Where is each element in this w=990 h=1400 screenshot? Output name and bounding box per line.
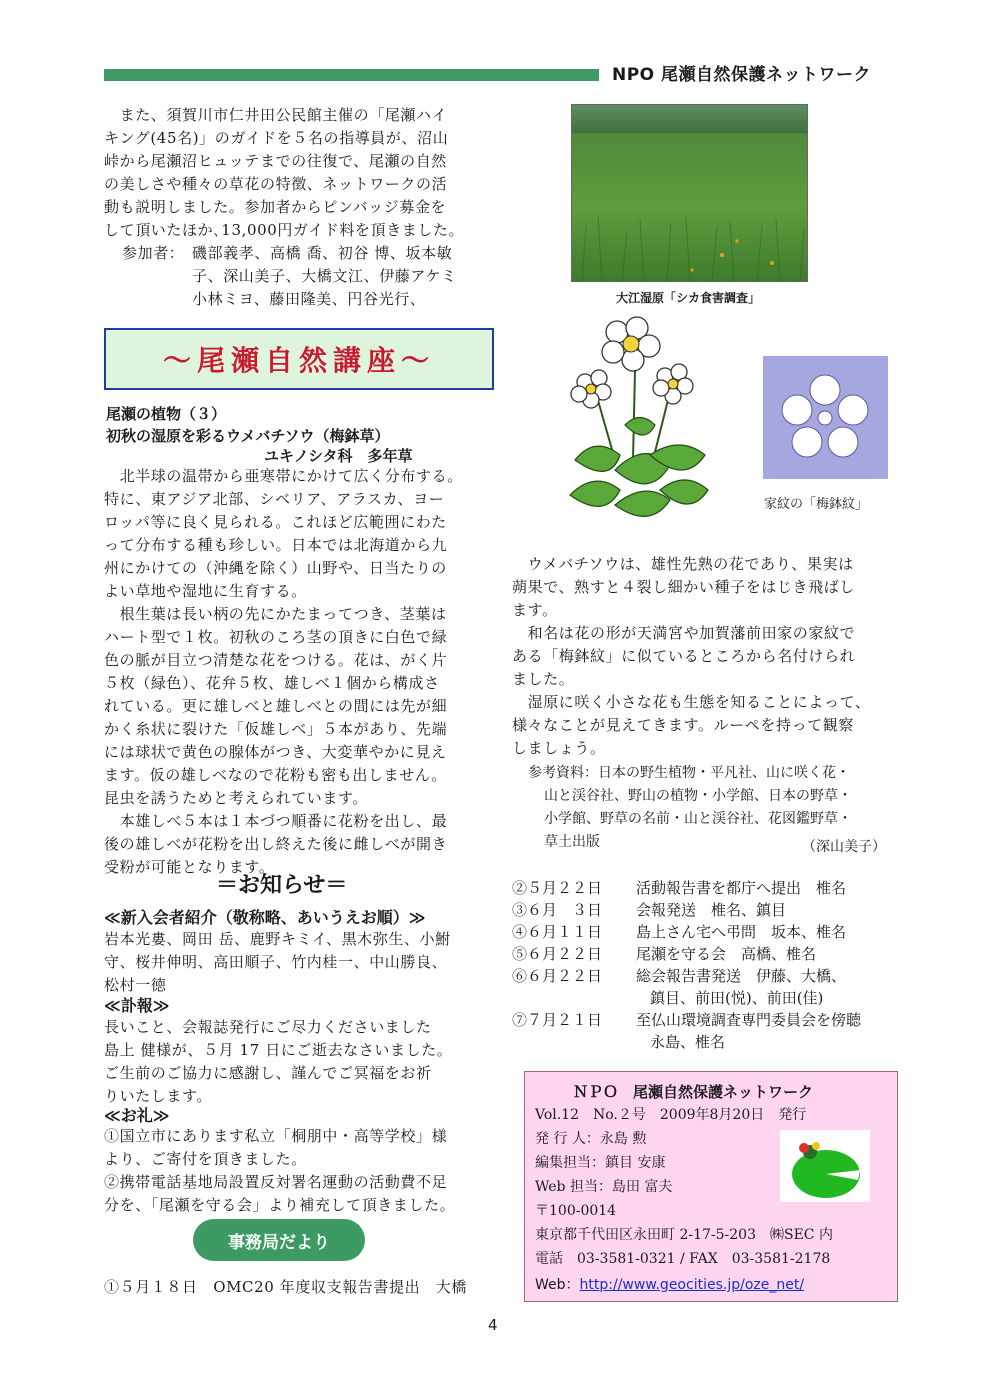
schedule-text: 鎮目、前田(悦)、前田(佳): [650, 989, 824, 1007]
issue-line: Vol.12 No.２号 2009年8月20日 発行: [535, 1107, 807, 1123]
schedule-row: [512, 899, 861, 921]
new-members-heading: ≪新入会者紹介（敬称略、あいうえお順）≫: [104, 908, 426, 927]
participants-label: 参加者：: [122, 244, 185, 262]
schedule-row: [512, 1031, 861, 1053]
thanks-heading: ≪お礼≫: [104, 1106, 170, 1125]
info-line: Web 担当：島田 富夫: [535, 1179, 673, 1195]
schedule-date: ②５月２２日: [512, 879, 603, 897]
reference-line: 山と渓谷社、野山の植物・小学館、日本の野草・: [544, 788, 852, 804]
lecture-line: って分布する種も珍しい。日本では北海道から九: [104, 536, 448, 554]
kamon-caption: 家紋の「梅鉢紋」: [764, 497, 869, 512]
schedule-row: [512, 943, 861, 965]
lecture-right-line: しましょう。: [512, 739, 606, 757]
reference-line: 草土出版: [544, 834, 600, 850]
author: （深山美子）: [802, 839, 886, 855]
schedule-row: [512, 987, 861, 1009]
info-line: 〒100-0014: [535, 1203, 617, 1219]
lecture-line: ロッパ等に良く見られる。これほど広範囲にわた: [104, 513, 447, 531]
obituary-text: [104, 1016, 504, 1108]
lecture-right-body: [512, 553, 912, 760]
new-members-line: 岩本光婁、岡田 岳、鹿野キミイ、黒木弥生、小鮒: [104, 930, 451, 948]
new-members-list: [104, 928, 504, 997]
schedule-list: [512, 877, 861, 1053]
lecture-line: には球状で黄色の腺体がつき、大変華やかに見え: [104, 743, 447, 761]
intro-line: 峠から尾瀬沼ヒュッテまでの往復で、尾瀬の自然: [104, 152, 447, 170]
website-link[interactable]: http://www.geocities.jp/oze_net/: [579, 1277, 805, 1293]
office-news-badge: 事務局だより: [193, 1219, 365, 1261]
lecture-right-line: 様々なことが見えてきます。ルーペを持って観察: [512, 716, 855, 734]
lecture-line: ます。仮の雄しべなので花粉も密も出しません。: [104, 766, 447, 784]
lecture-line: 特に、東アジア北部、シベリア、アラスカ、ヨー: [104, 490, 445, 508]
lecture-line: ５枚（緑色）、花弁５枚、雄しべ１個から構成さ: [104, 674, 440, 692]
lecture-line: 州にかけての（沖縄を除く）山野や、日当たりの: [104, 559, 447, 577]
schedule-date: ⑦７月２１日: [512, 1011, 603, 1029]
schedule-date: ⑥６月２２日: [512, 967, 603, 985]
notice-heading: ＝お知らせ＝: [216, 873, 348, 898]
umebachiso-illustration: [555, 310, 720, 540]
meadow-photo: [571, 104, 808, 282]
schedule-text: 島上さん宅へ弔問 坂本、椎名: [636, 923, 847, 941]
photo-caption: 大江湿原「シカ食害調査」: [616, 291, 761, 305]
intro-paragraph: [104, 104, 499, 242]
flower-drawing: [555, 310, 720, 540]
lecture-right-line: 蒴果で、熟すと４裂し細かい種子をはじき飛ばし: [512, 578, 855, 596]
info-box-title: ＮＰＯ 尾瀬自然保護ネットワーク: [573, 1083, 814, 1101]
schedule-text: 永島、椎名: [650, 1033, 726, 1051]
participants-list: [192, 242, 497, 311]
lecture-line: 昆虫を誘うためと考えられています。: [104, 789, 369, 807]
schedule-row: [512, 1009, 861, 1031]
lecture-line: かく糸状に裂けた「仮雄しべ」５本があり、先端: [104, 720, 448, 738]
header-rule: [104, 69, 599, 81]
schedule-date: ⑤６月２２日: [512, 945, 603, 963]
lecture-line: れている。更に雄しべと雄しべとの間には先が細: [104, 697, 448, 715]
intro-line: 動も説明しました。参加者からピンバッジ募金を: [104, 198, 447, 216]
plant-heading: 初秋の湿原を彩るウメバチソウ（梅鉢草）: [106, 427, 390, 445]
lecture-right-line: ました。: [512, 670, 575, 688]
page-number: 4: [488, 1316, 498, 1334]
office-item-1: ①５月１８日 OMC20 年度収支報告書提出 大橋: [104, 1278, 467, 1296]
npo-logo: [780, 1130, 870, 1202]
thanks-line: ②携帯電話基地局設置反対署名運動の活動費不足: [104, 1173, 448, 1191]
schedule-row: [512, 965, 861, 987]
lecture-line: ハート型で１枚。初秋のころ茎の頂きに白色で緑: [104, 628, 448, 646]
lecture-right-line: ある「梅鉢紋」に似ているところから名付けられ: [512, 647, 856, 665]
lily-pad-logo: [780, 1130, 870, 1202]
thanks-line: ①国立市にあります私立「桐朋中・高等学校」様: [104, 1127, 448, 1145]
web-label: Web：: [535, 1277, 580, 1293]
lecture-line: 本雄しべ５本は１本づつ順番に花粉を出し、最: [104, 812, 448, 830]
umebachi-kamon: [763, 356, 888, 479]
thanks-line: より、ご寄付を頂きました。: [104, 1150, 307, 1168]
obituary-line: ご生前のご協力に感謝し、謹んでご冥福をお祈: [104, 1064, 432, 1082]
info-line: 編集担当：鎮目 安康: [535, 1155, 666, 1171]
plant-family: ユキノシタ科 多年草: [264, 447, 413, 465]
meadow-photo-image: [572, 105, 808, 282]
new-members-line: 守、桜井伸明、高田順子、竹内桂一、中山勝良、: [104, 953, 448, 971]
schedule-text: 会報発送 椎名、鎮目: [636, 901, 787, 919]
schedule-row: [512, 877, 861, 899]
info-line: 発 行 人：永島 勲: [535, 1131, 647, 1147]
schedule-date: ④６月１１日: [512, 923, 603, 941]
obituary-line: 長いこと、会報誌発行にご尽力くださいました: [104, 1018, 432, 1036]
schedule-row: [512, 921, 861, 943]
obituary-heading: ≪訃報≫: [104, 996, 170, 1015]
new-members-line: 松村一徳: [104, 976, 167, 994]
lecture-line: 北半球の温帯から亜寒帯にかけて広く分布する。: [104, 467, 463, 485]
lecture-banner-text: ～尾瀬自然講座～: [162, 344, 435, 377]
lecture-right-line: 湿原に咲く小さな花も生態を知ることによって、: [512, 693, 871, 711]
lecture-line: 後の雄しべが花粉を出し終えた後に雌しべが開き: [104, 835, 448, 853]
lecture-right-line: ウメバチソウは、雄性先熟の花であり、果実は: [512, 555, 854, 573]
intro-line: して頂いたほか､13,000円ガイド料を頂きました。: [104, 221, 465, 239]
lecture-line: 根生葉は長い柄の先にかたまってつき、茎葉は: [104, 605, 447, 623]
schedule-text: 総会報告書発送 伊藤、大橋、: [636, 967, 847, 985]
lecture-banner: [104, 328, 494, 390]
participants-line: 子、深山美子、大橋文江、伊藤アケミ: [192, 267, 457, 285]
schedule-text: 尾瀬を守る会 高橋、椎名: [636, 945, 817, 963]
kamon-crest: [763, 356, 888, 479]
lecture-line: 受粉が可能となります。: [104, 858, 275, 876]
participants-line: 磯部義孝、高橋 喬、初谷 博、坂本敏: [192, 244, 453, 262]
intro-line: の美しさや種々の草花の特徴、ネットワークの活: [104, 175, 448, 193]
schedule-text: 至仏山環境調査専門委員会を傍聴: [636, 1011, 862, 1029]
schedule-text: 活動報告書を都庁へ提出 椎名: [636, 879, 847, 897]
lecture-right-line: 和名は花の形が天満宮や加賀藩前田家の家紋で: [512, 624, 856, 642]
intro-line: キング(45名)」のガイドを５名の指導員が、沼山: [104, 129, 449, 147]
info-line: 電話 03-3581-0321 / FAX 03-3581-2178: [535, 1251, 831, 1267]
participants-line: 小林ミヨ、藤田隆美、円谷光行、: [192, 290, 426, 308]
obituary-line: りいたします。: [104, 1087, 213, 1105]
thanks-text: [104, 1125, 504, 1217]
info-line: 東京都千代田区永田町 2-17-5-203 ㈱SEC 内: [535, 1227, 833, 1243]
obituary-line: 島上 健様が、５月 17 日にご逝去なさいました。: [104, 1041, 453, 1059]
reference-line: 小学館、野草の名前・山と渓谷社、花図鑑野草・: [544, 811, 852, 827]
lecture-line: よい草地や湿地に生育する。: [104, 582, 307, 600]
lecture-right-line: ます。: [512, 601, 558, 619]
intro-line: また、須賀川市仁井田公民館主催の「尾瀬ハイ: [104, 106, 448, 124]
newsletter-title: NPO 尾瀬自然保護ネットワーク: [612, 65, 872, 85]
lecture-line: 色の脈が目立つ清楚な花をつける。花は、がく片: [104, 651, 448, 669]
web-row: [535, 1274, 804, 1297]
schedule-date: ③６月 ３日: [512, 901, 603, 919]
plant-series-title: 尾瀬の植物（３）: [106, 405, 227, 423]
reference-line: 参考資料：日本の野生植物・平凡社、山に咲く花・: [528, 765, 850, 781]
thanks-line: 分を、「尾瀬を守る会」より補充して頂きました。: [104, 1196, 456, 1214]
lecture-body: [104, 465, 504, 879]
